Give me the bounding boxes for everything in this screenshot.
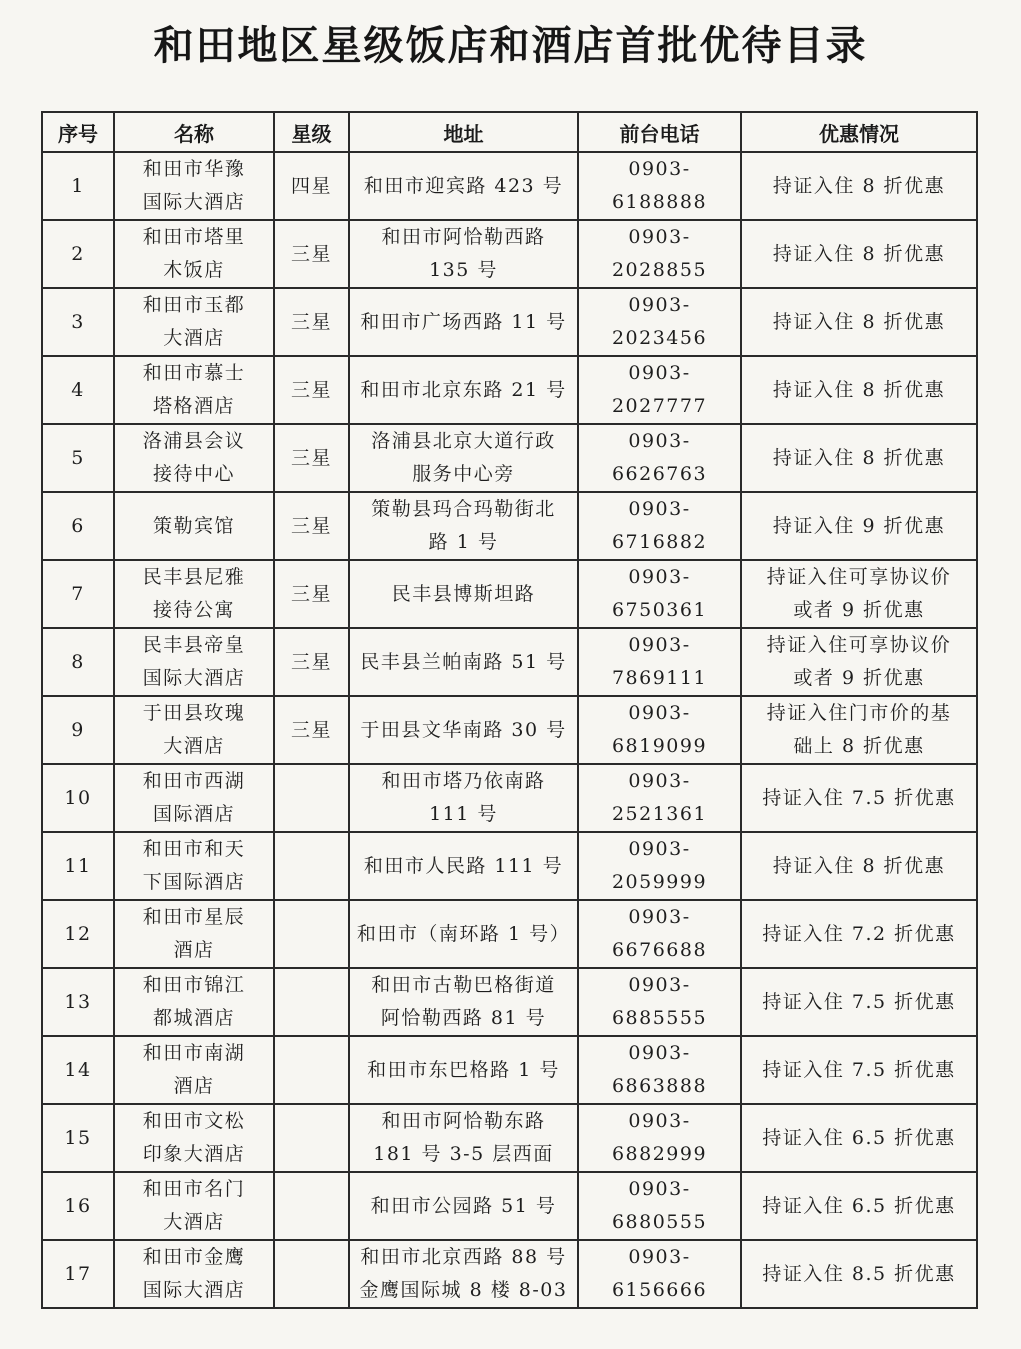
table-row bbox=[42, 968, 977, 1036]
cell-no: 4 bbox=[42, 356, 114, 424]
cell-no: 8 bbox=[42, 628, 114, 696]
cell-phone: 0903-6188888 bbox=[578, 152, 741, 220]
cell-no: 9 bbox=[42, 696, 114, 764]
cell-discount bbox=[741, 356, 977, 424]
cell-discount bbox=[741, 152, 977, 220]
cell-address-line: 和田市古勒巴格街道 bbox=[371, 974, 556, 996]
cell-star-rating: 三星 bbox=[274, 424, 349, 492]
cell-hotel-name bbox=[114, 1172, 274, 1240]
cell-star-rating bbox=[274, 1172, 349, 1240]
table-row bbox=[42, 1172, 977, 1240]
cell-discount bbox=[741, 968, 977, 1036]
cell-phone: 0903-6885555 bbox=[578, 968, 741, 1036]
cell-hotel-name-line: 和田市南湖 bbox=[142, 1042, 246, 1064]
cell-hotel-name bbox=[114, 900, 274, 968]
cell-phone: 0903-6863888 bbox=[578, 1036, 741, 1104]
cell-address bbox=[349, 1104, 578, 1172]
cell-hotel-name bbox=[114, 628, 274, 696]
cell-no: 12 bbox=[42, 900, 114, 968]
cell-hotel-name-line: 大酒店 bbox=[163, 1211, 225, 1233]
cell-phone: 0903-6880555 bbox=[578, 1172, 741, 1240]
cell-hotel-name-line: 和田市西湖 bbox=[142, 770, 246, 792]
hotel-discount-table bbox=[41, 111, 978, 1309]
page-title: 和田地区星级饭店和酒店首批优待目录 bbox=[153, 23, 868, 69]
cell-hotel-name-line: 接待公寓 bbox=[152, 599, 235, 621]
cell-hotel-name bbox=[114, 356, 274, 424]
table-row bbox=[42, 1240, 977, 1308]
cell-star-rating bbox=[274, 1104, 349, 1172]
cell-hotel-name bbox=[114, 424, 274, 492]
header-star: 星级 bbox=[274, 112, 349, 152]
table-row bbox=[42, 764, 977, 832]
cell-discount bbox=[741, 900, 977, 968]
cell-hotel-name bbox=[114, 968, 274, 1036]
cell-address bbox=[349, 696, 578, 764]
cell-address-line: 和田市公园路 51 号 bbox=[370, 1194, 557, 1217]
cell-phone: 0903-2521361 bbox=[578, 764, 741, 832]
cell-discount-line: 持证入住 7.2 折优惠 bbox=[762, 922, 956, 945]
cell-hotel-name bbox=[114, 1240, 274, 1308]
cell-hotel-name-line: 和田市星辰 bbox=[142, 906, 246, 928]
table-row bbox=[42, 424, 977, 492]
cell-discount-line: 持证入住 8.5 折优惠 bbox=[762, 1262, 956, 1285]
table-row bbox=[42, 900, 977, 968]
table-row bbox=[42, 1104, 977, 1172]
cell-hotel-name-line: 国际大酒店 bbox=[142, 191, 246, 213]
cell-address bbox=[349, 832, 578, 900]
cell-hotel-name-line: 木饭店 bbox=[163, 259, 225, 281]
cell-star-rating: 三星 bbox=[274, 356, 349, 424]
cell-discount bbox=[741, 424, 977, 492]
cell-star-rating: 四星 bbox=[274, 152, 349, 220]
cell-address-line: 和田市迎宾路 423 号 bbox=[363, 174, 564, 197]
cell-phone: 0903-6626763 bbox=[578, 424, 741, 492]
table-header-row bbox=[42, 112, 977, 152]
cell-discount-line: 持证入住 8 折优惠 bbox=[772, 242, 946, 265]
cell-address-line: 和田市北京西路 88 号 bbox=[360, 1246, 567, 1268]
cell-discount bbox=[741, 492, 977, 560]
cell-address-line: 和田市东巴格路 1 号 bbox=[367, 1058, 560, 1081]
cell-discount-line: 持证入住可享协议价 bbox=[766, 566, 952, 588]
cell-phone: 0903-6716882 bbox=[578, 492, 741, 560]
cell-discount-line: 持证入住 7.5 折优惠 bbox=[762, 990, 956, 1013]
cell-star-rating bbox=[274, 1240, 349, 1308]
cell-no: 5 bbox=[42, 424, 114, 492]
cell-hotel-name-line: 和田市慕士 bbox=[142, 362, 246, 384]
cell-address bbox=[349, 356, 578, 424]
cell-no: 13 bbox=[42, 968, 114, 1036]
cell-discount bbox=[741, 1172, 977, 1240]
cell-star-rating: 三星 bbox=[274, 288, 349, 356]
cell-phone: 0903-6819099 bbox=[578, 696, 741, 764]
cell-hotel-name-line: 酒店 bbox=[173, 1075, 215, 1097]
cell-hotel-name-line: 印象大酒店 bbox=[142, 1143, 246, 1165]
table-row bbox=[42, 832, 977, 900]
cell-star-rating bbox=[274, 968, 349, 1036]
cell-discount-line: 或者 9 折优惠 bbox=[793, 667, 925, 689]
cell-discount-line: 持证入住 9 折优惠 bbox=[772, 514, 946, 537]
cell-no: 1 bbox=[42, 152, 114, 220]
cell-address bbox=[349, 968, 578, 1036]
cell-hotel-name-line: 塔格酒店 bbox=[152, 395, 235, 417]
cell-star-rating bbox=[274, 1036, 349, 1104]
cell-star-rating: 三星 bbox=[274, 220, 349, 288]
cell-address-line: 阿恰勒西路 81 号 bbox=[380, 1007, 547, 1029]
cell-discount bbox=[741, 220, 977, 288]
cell-hotel-name-line: 和田市和天 bbox=[142, 838, 246, 860]
cell-no: 10 bbox=[42, 764, 114, 832]
cell-star-rating: 三星 bbox=[274, 560, 349, 628]
cell-address-line: 路 1 号 bbox=[428, 531, 499, 553]
cell-discount bbox=[741, 560, 977, 628]
cell-address-line: 135 号 bbox=[429, 259, 498, 281]
cell-hotel-name-line: 大酒店 bbox=[163, 327, 225, 349]
table-row bbox=[42, 492, 977, 560]
cell-hotel-name-line: 酒店 bbox=[173, 939, 215, 961]
cell-star-rating: 三星 bbox=[274, 492, 349, 560]
cell-hotel-name-line: 接待中心 bbox=[152, 463, 235, 485]
cell-hotel-name bbox=[114, 1104, 274, 1172]
cell-address bbox=[349, 628, 578, 696]
cell-hotel-name-line: 于田县玫瑰 bbox=[142, 702, 246, 724]
cell-address-line: 和田市阿恰勒西路 bbox=[381, 226, 546, 248]
cell-discount-line: 持证入住 8 折优惠 bbox=[772, 378, 946, 401]
header-discount: 优惠情况 bbox=[741, 112, 977, 152]
cell-no: 3 bbox=[42, 288, 114, 356]
header-no: 序号 bbox=[42, 112, 114, 152]
cell-discount bbox=[741, 764, 977, 832]
header-name: 名称 bbox=[114, 112, 274, 152]
cell-hotel-name-line: 和田市名门 bbox=[142, 1178, 246, 1200]
cell-discount-line: 持证入住门市价的基 bbox=[766, 702, 952, 724]
cell-hotel-name bbox=[114, 288, 274, 356]
cell-hotel-name-line: 民丰县尼雅 bbox=[142, 566, 246, 588]
cell-address bbox=[349, 900, 578, 968]
cell-hotel-name-line: 和田市华豫 bbox=[142, 158, 246, 180]
cell-no: 11 bbox=[42, 832, 114, 900]
cell-hotel-name bbox=[114, 220, 274, 288]
cell-star-rating: 三星 bbox=[274, 696, 349, 764]
cell-address-line: 洛浦县北京大道行政 bbox=[371, 430, 556, 452]
cell-star-rating bbox=[274, 900, 349, 968]
cell-hotel-name-line: 国际大酒店 bbox=[142, 1279, 246, 1301]
cell-no: 17 bbox=[42, 1240, 114, 1308]
cell-hotel-name bbox=[114, 764, 274, 832]
cell-no: 15 bbox=[42, 1104, 114, 1172]
cell-phone: 0903-6750361 bbox=[578, 560, 741, 628]
cell-address bbox=[349, 1036, 578, 1104]
cell-star-rating bbox=[274, 764, 349, 832]
cell-hotel-name-line: 民丰县帝皇 bbox=[142, 634, 246, 656]
cell-phone: 0903-6676688 bbox=[578, 900, 741, 968]
header-phone: 前台电话 bbox=[578, 112, 741, 152]
cell-hotel-name bbox=[114, 492, 274, 560]
cell-address-line: 民丰县兰帕南路 51 号 bbox=[360, 650, 567, 673]
cell-discount-line: 持证入住 7.5 折优惠 bbox=[762, 1058, 956, 1081]
cell-no: 2 bbox=[42, 220, 114, 288]
cell-discount-line: 持证入住可享协议价 bbox=[766, 634, 952, 656]
cell-no: 14 bbox=[42, 1036, 114, 1104]
cell-hotel-name-line: 国际大酒店 bbox=[142, 667, 246, 689]
cell-address-line: 民丰县博斯坦路 bbox=[391, 582, 536, 605]
table-row bbox=[42, 560, 977, 628]
cell-address-line: 服务中心旁 bbox=[412, 463, 515, 485]
cell-star-rating: 三星 bbox=[274, 628, 349, 696]
table-row bbox=[42, 1036, 977, 1104]
cell-hotel-name-line: 和田市塔里 bbox=[142, 226, 246, 248]
header-address: 地址 bbox=[349, 112, 578, 152]
cell-address-line: 181 号 3-5 层西面 bbox=[373, 1143, 554, 1165]
cell-address-line: 和田市人民路 111 号 bbox=[363, 854, 564, 877]
cell-hotel-name-line: 和田市文松 bbox=[142, 1110, 246, 1132]
cell-hotel-name bbox=[114, 1036, 274, 1104]
table-row bbox=[42, 288, 977, 356]
cell-discount-line: 持证入住 6.5 折优惠 bbox=[762, 1194, 956, 1217]
cell-hotel-name-line: 都城酒店 bbox=[152, 1007, 235, 1029]
cell-discount-line: 持证入住 7.5 折优惠 bbox=[762, 786, 956, 809]
cell-address bbox=[349, 764, 578, 832]
cell-discount-line: 持证入住 6.5 折优惠 bbox=[762, 1126, 956, 1149]
cell-hotel-name bbox=[114, 832, 274, 900]
cell-hotel-name-line: 策勒宾馆 bbox=[152, 514, 235, 537]
cell-hotel-name-line: 和田市锦江 bbox=[142, 974, 246, 996]
cell-phone: 0903-2023456 bbox=[578, 288, 741, 356]
cell-phone: 0903-6156666 bbox=[578, 1240, 741, 1308]
cell-address bbox=[349, 152, 578, 220]
cell-address bbox=[349, 424, 578, 492]
cell-phone: 0903-2028855 bbox=[578, 220, 741, 288]
cell-address-line: 和田市广场西路 11 号 bbox=[360, 310, 567, 333]
cell-address bbox=[349, 220, 578, 288]
cell-address-line: 和田市（南环路 1 号） bbox=[356, 922, 571, 945]
cell-hotel-name bbox=[114, 696, 274, 764]
cell-discount-line: 持证入住 8 折优惠 bbox=[772, 446, 946, 469]
cell-discount-line: 持证入住 8 折优惠 bbox=[772, 310, 946, 333]
table-body bbox=[42, 152, 977, 1308]
cell-phone: 0903-2059999 bbox=[578, 832, 741, 900]
cell-address bbox=[349, 560, 578, 628]
cell-discount-line: 持证入住 8 折优惠 bbox=[772, 174, 946, 197]
cell-no: 16 bbox=[42, 1172, 114, 1240]
cell-address-line: 于田县文华南路 30 号 bbox=[360, 718, 567, 741]
cell-no: 7 bbox=[42, 560, 114, 628]
table-row bbox=[42, 696, 977, 764]
table-row bbox=[42, 628, 977, 696]
table-row bbox=[42, 220, 977, 288]
cell-discount-line: 础上 8 折优惠 bbox=[793, 735, 925, 757]
cell-hotel-name-line: 和田市金鹰 bbox=[142, 1246, 246, 1268]
cell-discount bbox=[741, 1036, 977, 1104]
cell-hotel-name-line: 大酒店 bbox=[163, 735, 225, 757]
cell-star-rating bbox=[274, 832, 349, 900]
cell-address bbox=[349, 1172, 578, 1240]
table-row bbox=[42, 152, 977, 220]
cell-discount bbox=[741, 1104, 977, 1172]
cell-address bbox=[349, 492, 578, 560]
cell-phone: 0903-2027777 bbox=[578, 356, 741, 424]
cell-address-line: 和田市北京东路 21 号 bbox=[360, 378, 567, 401]
cell-hotel-name-line: 洛浦县会议 bbox=[142, 430, 246, 452]
cell-address bbox=[349, 1240, 578, 1308]
cell-address-line: 和田市塔乃依南路 bbox=[381, 770, 546, 792]
table-row bbox=[42, 356, 977, 424]
cell-address-line: 金鹰国际城 8 楼 8-03 bbox=[359, 1279, 568, 1301]
cell-discount bbox=[741, 696, 977, 764]
cell-address bbox=[349, 288, 578, 356]
cell-no: 6 bbox=[42, 492, 114, 560]
cell-discount-line: 或者 9 折优惠 bbox=[793, 599, 925, 621]
cell-address-line: 和田市阿恰勒东路 bbox=[381, 1110, 546, 1132]
cell-hotel-name-line: 国际酒店 bbox=[152, 803, 235, 825]
cell-address-line: 策勒县玛合玛勒街北 bbox=[371, 498, 556, 520]
cell-hotel-name bbox=[114, 152, 274, 220]
cell-hotel-name-line: 下国际酒店 bbox=[142, 871, 246, 893]
cell-hotel-name bbox=[114, 560, 274, 628]
cell-discount bbox=[741, 288, 977, 356]
cell-phone: 0903-6882999 bbox=[578, 1104, 741, 1172]
cell-discount bbox=[741, 628, 977, 696]
cell-phone: 0903-7869111 bbox=[578, 628, 741, 696]
cell-address-line: 111 号 bbox=[429, 803, 498, 825]
cell-hotel-name-line: 和田市玉都 bbox=[142, 294, 246, 316]
cell-discount bbox=[741, 1240, 977, 1308]
cell-discount bbox=[741, 832, 977, 900]
cell-discount-line: 持证入住 8 折优惠 bbox=[772, 854, 946, 877]
